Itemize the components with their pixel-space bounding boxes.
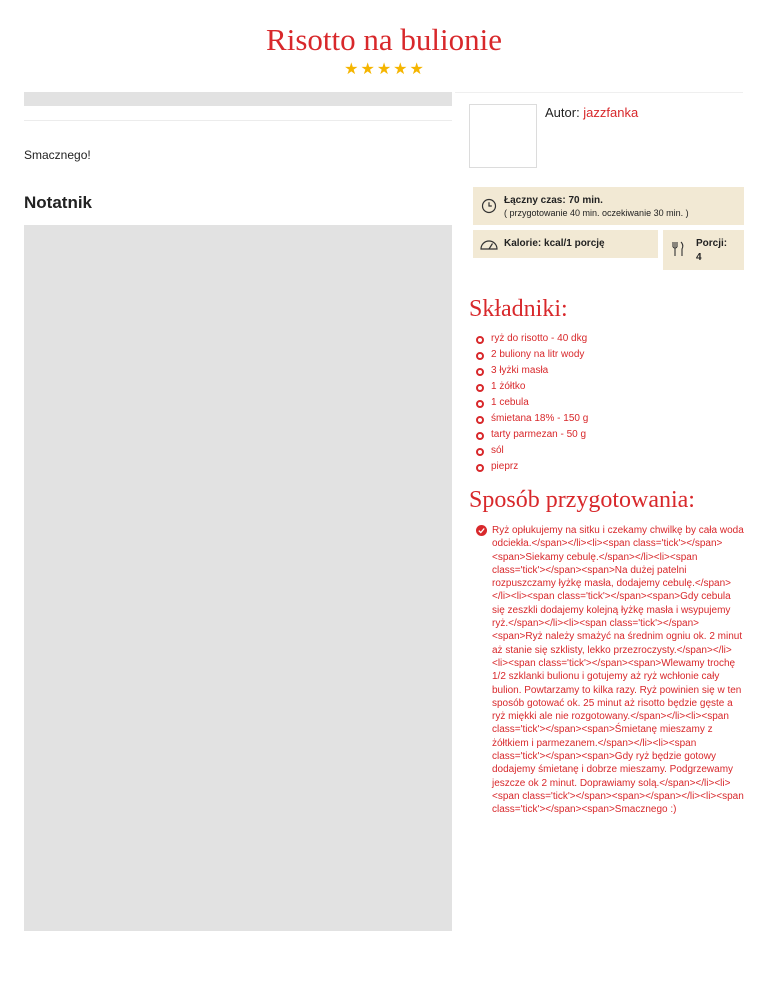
total-time-box [473,187,744,225]
rating-stars[interactable] [0,61,768,79]
preparation-text: Ryż opłukujemy na sitku i czekamy chwilkę by cała woda odciekła.</span></li><li><span class='tick'></span><span>Siekamy cebulę.</span></li><li><span class='tick'></span><span>Na dużej patelni rozpuszczamy łyżkę masła, dodajemy cebulę.</span></li><li><span class='tick'></span><span>Gdy cebula się zeszkli dodajemy kolejną łyżkę masła i wsypujemy ryż.</span></li><li><span class='tick'></span><span>Ryż należy smażyć na średnim ogniu ok. 2 minut aż stanie się szklisty, lekko przezroczysty.</span></li><li><span class='tick'></span><span>Wlewamy trochę 1/2 szklanki bulionu i gotujemy aż ryż wchłonie cały bulion. Powtarzamy to kilka razy. Ryż powinien się w ten sposób gotować ok. 25 minut aż risotto będzie gęste a ryż miękki ale nie rozgotowany.</span></li><li><span class='tick'></span><span>Śmietanę mieszamy z żółtkiem i parmezanem.</span></li><li><span class='tick'></span><span>Gdy ryż będzie gotowy dodajemy śmietanę i dobrze mieszamy. Podgrzewamy jeszcze ok 2 minut. Doprawiamy solą.</span></li><li><span class='tick'></span><span></span></li><li><span class='tick'></span><span>Smacznego :) [492,525,744,816]
circle-bullet-icon [476,416,484,424]
notebook-area[interactable] [24,225,452,931]
ingredient-item[interactable] [476,396,588,412]
ingredient-item[interactable] [476,332,588,348]
author-link[interactable]: jazzfanka [583,105,639,120]
portions [696,237,727,265]
closing-note: Smacznego! [24,148,91,162]
total-time: Łączny czas: 70 min. [504,195,603,206]
circle-bullet-icon [476,464,484,472]
author-avatar[interactable] [469,104,537,168]
ingredient-text: ryż do risotto - 40 dkg [491,333,588,344]
ingredient-text: sól [491,445,504,456]
portions-label: Porcji: [696,238,728,249]
circle-bullet-icon [476,384,484,392]
author-line [545,105,638,120]
divider [455,92,743,93]
image-placeholder-bar [24,92,452,106]
ingredient-item[interactable] [476,364,588,380]
circle-bullet-icon [476,448,484,456]
check-icon [476,525,487,536]
ingredient-item[interactable] [476,348,588,364]
calories: Kalorie: kcal/1 porcję [504,238,605,249]
preparation-heading: Sposób przygotowania: [469,487,695,513]
author-label: Autor: [545,105,584,120]
ingredient-text: 2 buliony na litr wody [491,349,585,360]
star-icon[interactable]: ★ [360,61,375,78]
ingredient-item[interactable] [476,460,588,476]
ingredient-text: pieprz [491,461,519,472]
ingredient-text: 1 cebula [491,397,529,408]
ingredients-heading: Składniki: [469,296,568,322]
star-icon[interactable]: ★ [344,61,359,78]
ingredient-text: 3 łyżki masła [491,365,549,376]
ingredient-item[interactable] [476,444,588,460]
circle-bullet-icon [476,400,484,408]
ingredient-item[interactable] [476,380,588,396]
ingredient-item[interactable] [476,428,588,444]
gauge-icon [479,236,499,252]
ingredient-text: śmietana 18% - 150 g [491,413,589,424]
recipe-title: Risotto na bulionie [266,22,502,57]
clock-icon [481,198,497,214]
circle-bullet-icon [476,352,484,360]
ingredient-item[interactable] [476,412,588,428]
cutlery-icon [671,241,685,257]
circle-bullet-icon [476,336,484,344]
circle-bullet-icon [476,432,484,440]
portions-box [663,230,744,270]
preparation-step[interactable] [476,524,746,817]
time-detail: ( przygotowanie 40 min. oczekiwanie 30 min. ) [504,208,689,218]
ingredients-list [476,332,588,476]
circle-bullet-icon [476,368,484,376]
ingredient-text: tarty parmezan - 50 g [491,429,587,440]
divider [24,120,452,121]
calories-box [473,230,658,258]
portions-value: 4 [696,252,702,263]
ingredient-text: 1 żółtko [491,381,526,392]
star-icon[interactable]: ★ [376,61,392,78]
notebook-heading: Notatnik [24,193,92,212]
star-icon[interactable]: ★ [409,61,424,78]
star-icon[interactable]: ★ [393,61,408,78]
